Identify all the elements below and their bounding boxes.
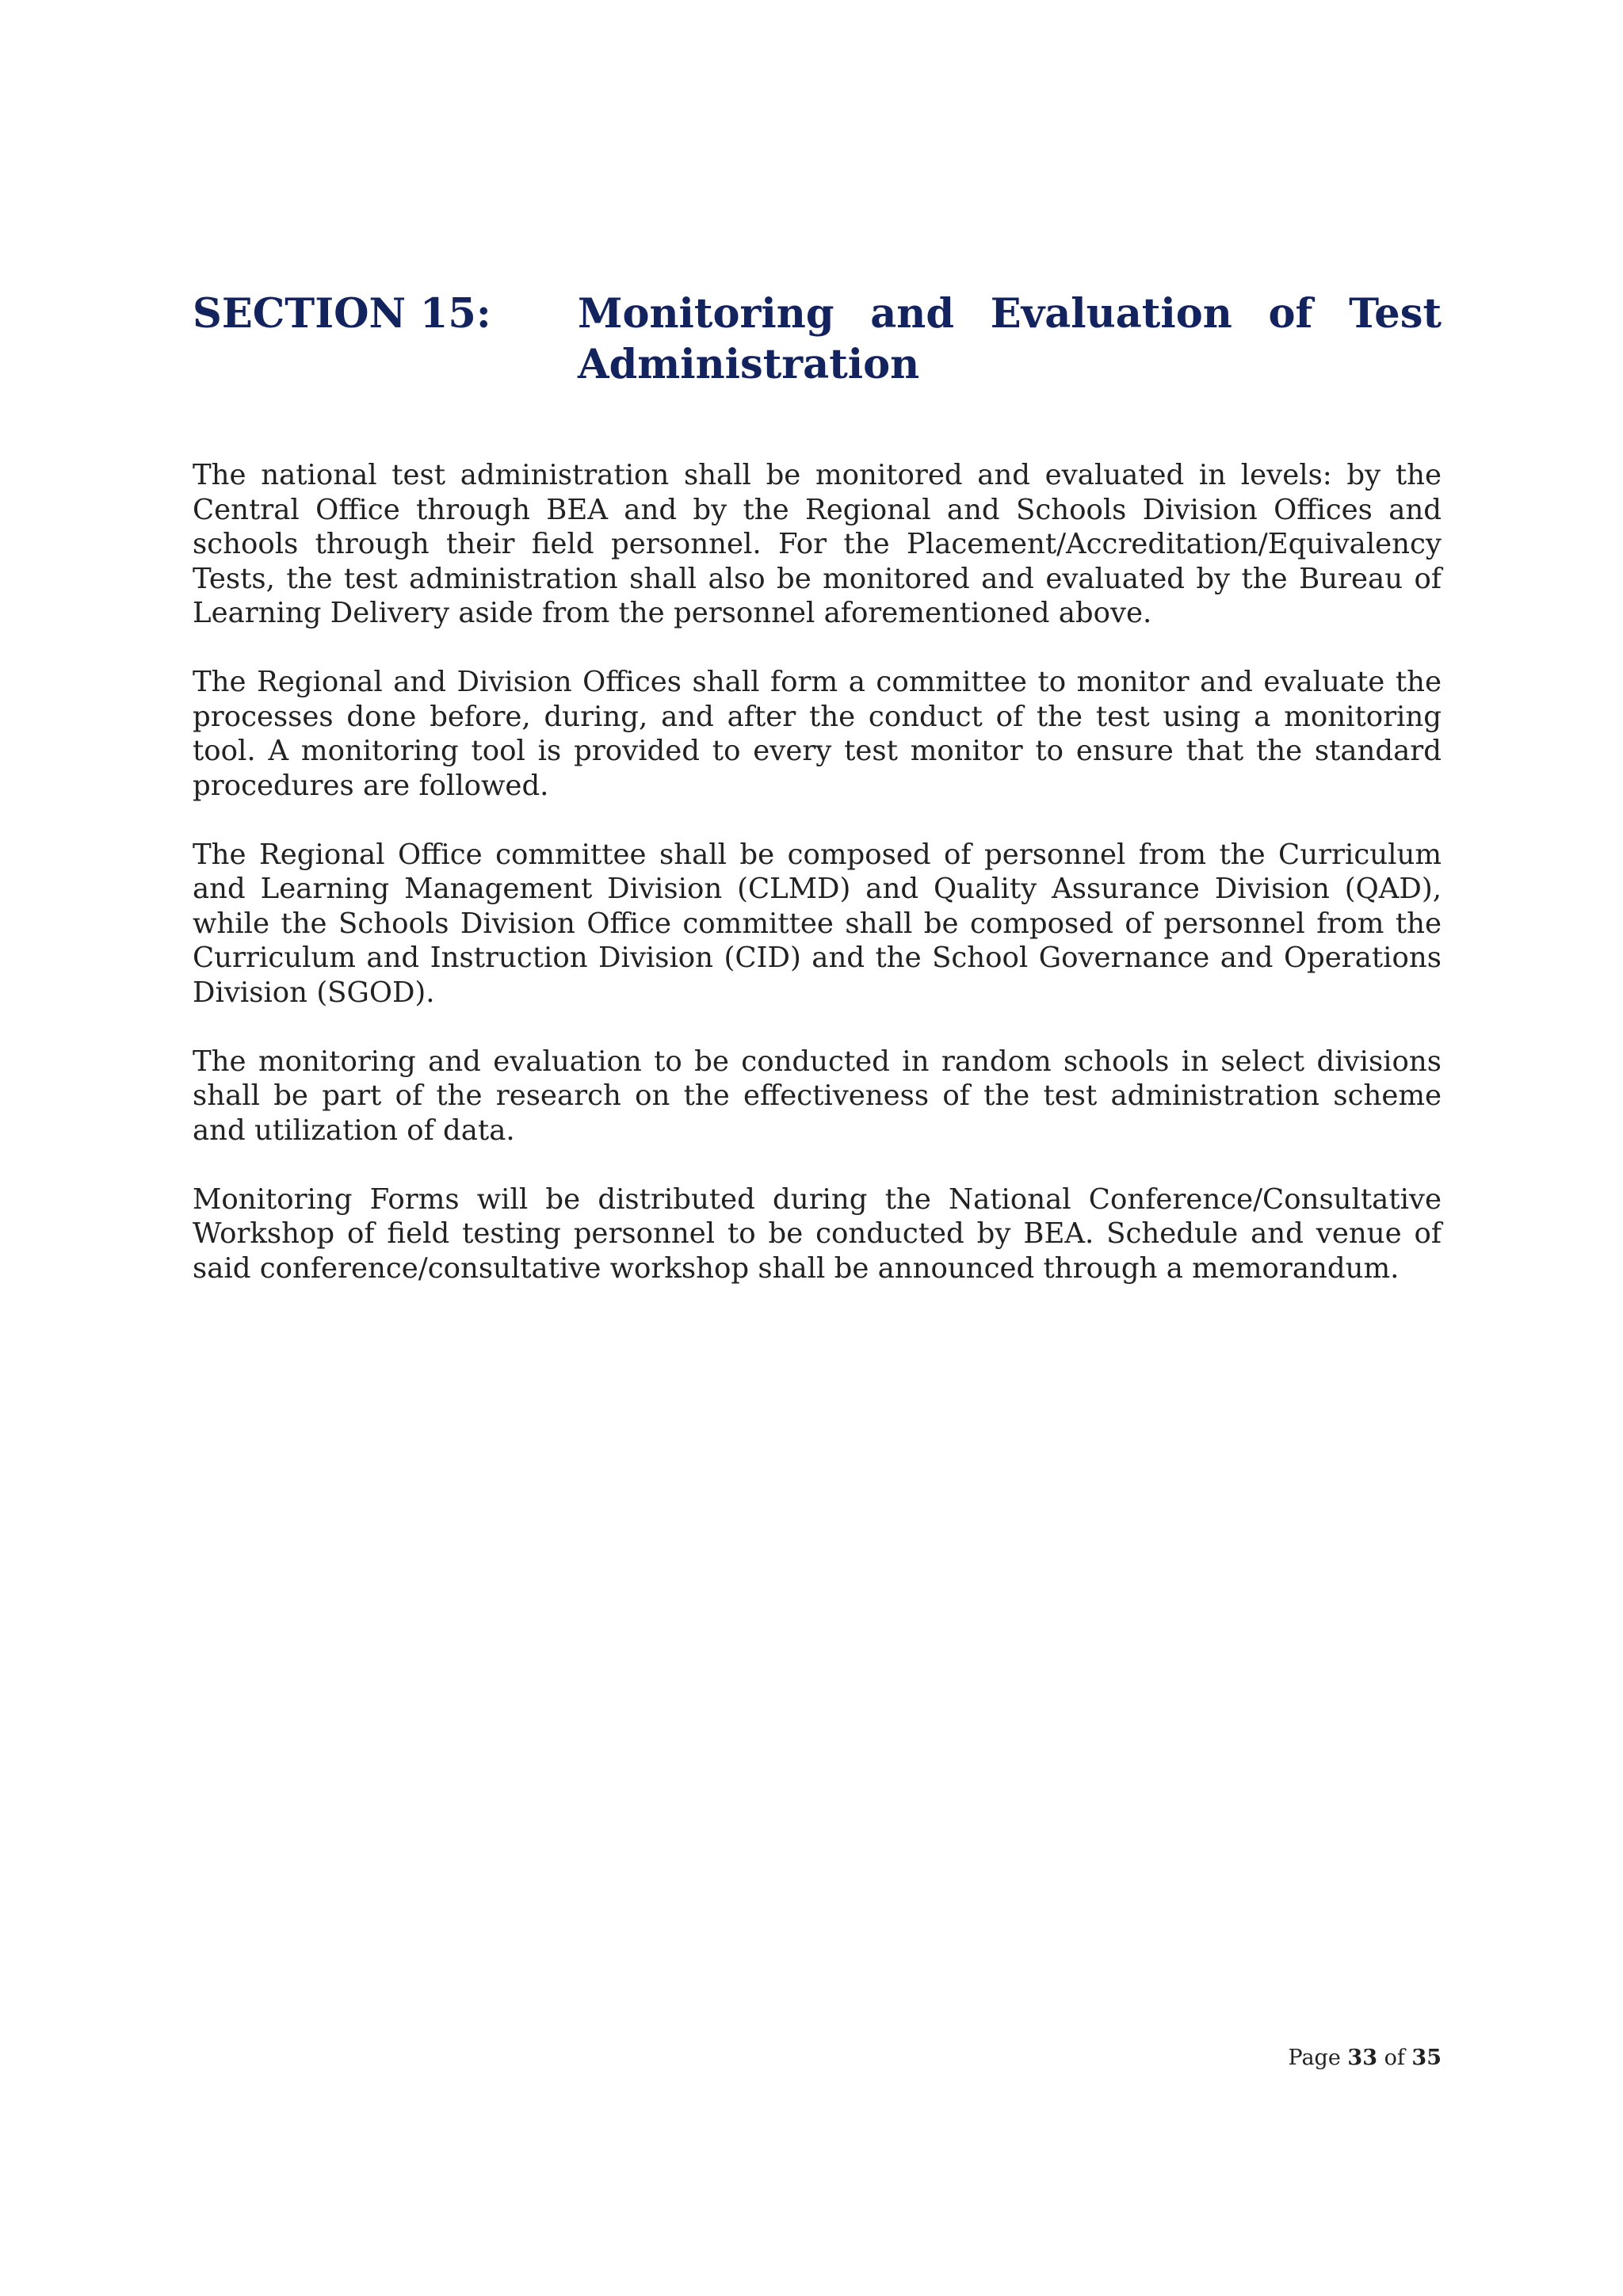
paragraph-5: Monitoring Forms will be distributed during the National Conference/Consultative Workshop of field testing personnel to be conducted by BEA. Schedule and venue of said conference/consultative workshop shall be announced through a memorandum. bbox=[193, 1182, 1442, 1285]
paragraph-1: The national test administration shall be monitored and evaluated in levels: by the Central Office through BEA and by the Regional and Schools Division Offices and schools through their field personnel. For the Placement/Accreditation/Equivalency Tests, the test administration shall also be monitored and evaluated by the Bureau of Learning Delivery aside from the personnel aforementioned above. bbox=[193, 459, 1442, 629]
paragraph-4: The monitoring and evaluation to be conducted in random schools in select divisions shall be part of the research on the effectiveness of the test administration scheme and utilization of data. bbox=[193, 1045, 1442, 1147]
page-number bbox=[1288, 2045, 1442, 2072]
body-text bbox=[193, 458, 1442, 1320]
paragraph-2: The Regional and Division Offices shall form a committee to monitor and evaluate the processes done before, during, and after the conduct of the test using a monitoring tool. A monitoring tool is provided to every test monitor to ensure that the standard procedures are followed. bbox=[193, 666, 1442, 802]
total-pages-number: 35 bbox=[1411, 2046, 1442, 2070]
section-title-line-1: Monitoring and Evaluation of Test bbox=[578, 290, 1442, 338]
section-title bbox=[578, 288, 1442, 390]
section-label: SECTION 15: bbox=[193, 290, 491, 338]
paragraph-3: The Regional Office committee shall be composed of personnel from the Curriculum and Learning Management Division (CLMD) and Quality Assurance Division (QAD), while the Schools Division Office committee shall be composed of personnel from the Curriculum and Instruction Division (CID) and the School Governance and Operations Division (SGOD). bbox=[193, 838, 1442, 1009]
section-title-line-2: Administration bbox=[578, 341, 920, 388]
current-page-number: 33 bbox=[1347, 2046, 1377, 2070]
page-word: Page bbox=[1288, 2046, 1341, 2070]
of-word: of bbox=[1384, 2046, 1405, 2070]
